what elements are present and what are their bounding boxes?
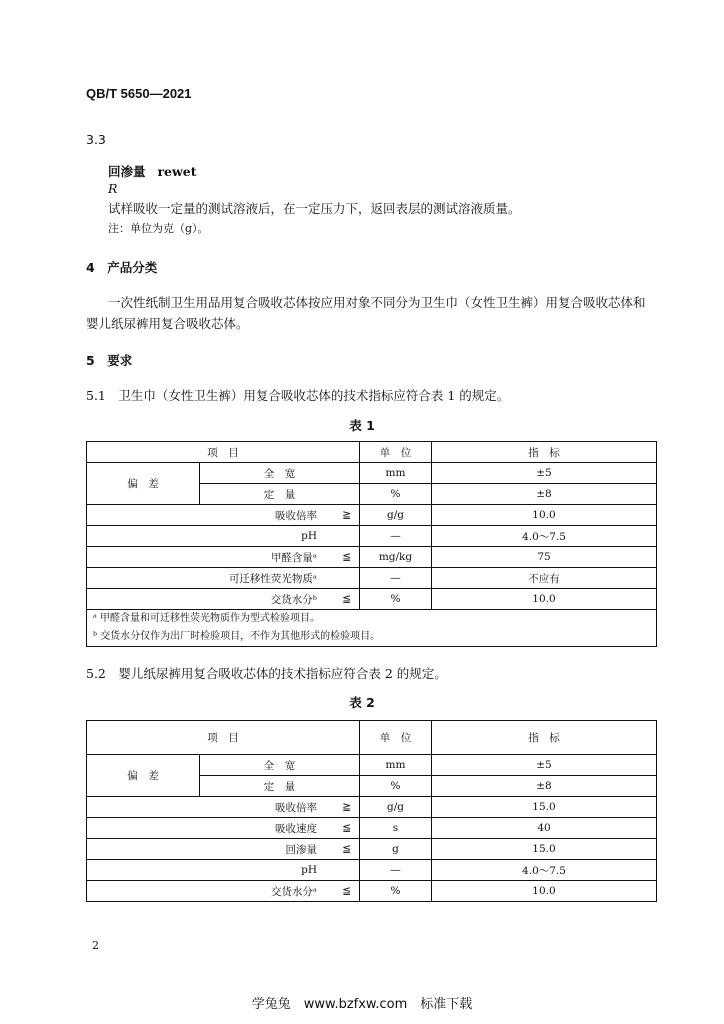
header-value: 指 标 [432,442,657,463]
table-cell: ±8 [432,776,657,797]
term-note: 注：单位为克（g）。 [108,222,209,235]
deviation-label: 偏 差 [87,755,200,797]
term-heading [108,162,196,180]
table-row [87,860,657,881]
table-row [87,589,657,610]
page-number: 2 [92,939,99,952]
table-row [87,755,657,776]
table-cell [87,839,360,860]
row-label: 回渗量 [285,843,317,856]
table-cell: 40 [432,818,657,839]
header-item: 项 目 [87,442,360,463]
comparison-symbol: ≦ [342,593,351,605]
clause-3-3-number: 3.3 [86,132,106,147]
table-footnote-row [87,610,657,647]
footer-watermark: 学兔兔 www.bzfxw.com 标准下载 [251,997,473,1012]
footnote-a: ᵃ 甲醛含量和可迁移性荧光物质作为型式检验项目。 [93,613,321,624]
table-row [87,818,657,839]
table-2 [86,720,657,902]
table-row [87,881,657,902]
table-row [87,463,657,484]
header-unit: 单 位 [360,721,432,755]
table-cell [87,547,360,568]
table-row [87,442,657,463]
term-symbol: R [108,181,118,196]
row-label: 吸收速度 [275,822,317,835]
table-cell: ±5 [432,463,657,484]
table-cell: 定 量 [200,484,360,505]
row-label: 吸收倍率 [275,801,317,814]
table-cell: 75 [432,547,657,568]
table-cell: ±8 [432,484,657,505]
table-cell: — [360,526,432,547]
term-english: rewet [157,164,197,179]
clause-5-1: 5.1 卫生巾（女性卫生裤）用复合吸收芯体的技术指标应符合表 1 的规定。 [86,388,510,403]
table-1-caption: 表 1 [349,418,375,433]
row-label: 交货水分ᵇ [270,593,317,606]
term-chinese: 回渗量 [108,164,146,179]
comparison-symbol: ≦ [342,885,351,897]
table-cell [87,881,360,902]
table-cell: 定 量 [200,776,360,797]
comparison-symbol: ≧ [342,509,351,521]
table-cell: % [360,881,432,902]
table-cell: 15.0 [432,797,657,818]
clause-5-2: 5.2 婴儿纸尿裤用复合吸收芯体的技术指标应符合表 2 的规定。 [86,666,447,681]
table-footnotes [87,610,657,647]
standard-number: QB/T 5650—2021 [86,86,192,101]
table-cell: mm [360,755,432,776]
table-cell: 4.0～7.5 [432,860,657,881]
table-cell: s [360,818,432,839]
table-row [87,505,657,526]
table-cell: 10.0 [432,589,657,610]
header-unit: 单 位 [360,442,432,463]
table-1 [86,441,657,647]
table-cell: — [360,568,432,589]
term-definition: 试样吸收一定量的测试溶液后，在一定压力下，返回表层的测试溶液质量。 [108,201,521,216]
comparison-symbol: ≦ [342,551,351,563]
table-row [87,721,657,755]
table-cell: g/g [360,505,432,526]
comparison-symbol: ≦ [342,843,351,855]
table-cell: % [360,484,432,505]
comparison-symbol: ≦ [342,822,351,834]
table-row [87,839,657,860]
table-cell: mg/kg [360,547,432,568]
table-cell: mm [360,463,432,484]
section-4-paragraph-line2: 婴儿纸尿裤用复合吸收芯体。 [86,316,249,331]
row-label: 可迁移性荧光物质ᵃ [228,572,317,585]
table-cell [87,797,360,818]
table-cell: 10.0 [432,881,657,902]
row-label: pH [301,864,317,876]
comparison-symbol: ≧ [342,801,351,813]
row-label: 吸收倍率 [275,509,317,522]
section-4-paragraph-line1: 一次性纸制卫生用品用复合吸收芯体按应用对象不同分为卫生巾（女性卫生裤）用复合吸收芯体和 [108,295,646,310]
table-cell [87,860,360,881]
table-cell: g [360,839,432,860]
table-cell: 不应有 [432,568,657,589]
table-row [87,797,657,818]
table-cell: 4.0～7.5 [432,526,657,547]
table-cell: — [360,860,432,881]
footnote-b: ᵇ 交货水分仅作为出厂时检验项目，不作为其他形式的检验项目。 [93,631,381,642]
table-2-caption: 表 2 [349,695,375,710]
table-cell: 15.0 [432,839,657,860]
header-value: 指 标 [432,721,657,755]
table-cell: g/g [360,797,432,818]
section-5-title: 5 要求 [86,353,133,368]
table-cell: 全 宽 [200,755,360,776]
row-label: 甲醛含量ᵃ [270,551,317,564]
table-cell: % [360,589,432,610]
section-4-title: 4 产品分类 [86,260,158,275]
table-cell [87,505,360,526]
table-row [87,547,657,568]
row-label: pH [301,530,317,542]
table-cell: ±5 [432,755,657,776]
table-row [87,568,657,589]
table-cell: 10.0 [432,505,657,526]
header-item: 项 目 [87,721,360,755]
row-label: 交货水分ᵃ [270,885,317,898]
table-cell [87,568,360,589]
deviation-label: 偏 差 [87,463,200,505]
table-cell: % [360,776,432,797]
table-cell [87,818,360,839]
table-row [87,526,657,547]
table-cell [87,589,360,610]
table-cell [87,526,360,547]
table-cell: 全 宽 [200,463,360,484]
